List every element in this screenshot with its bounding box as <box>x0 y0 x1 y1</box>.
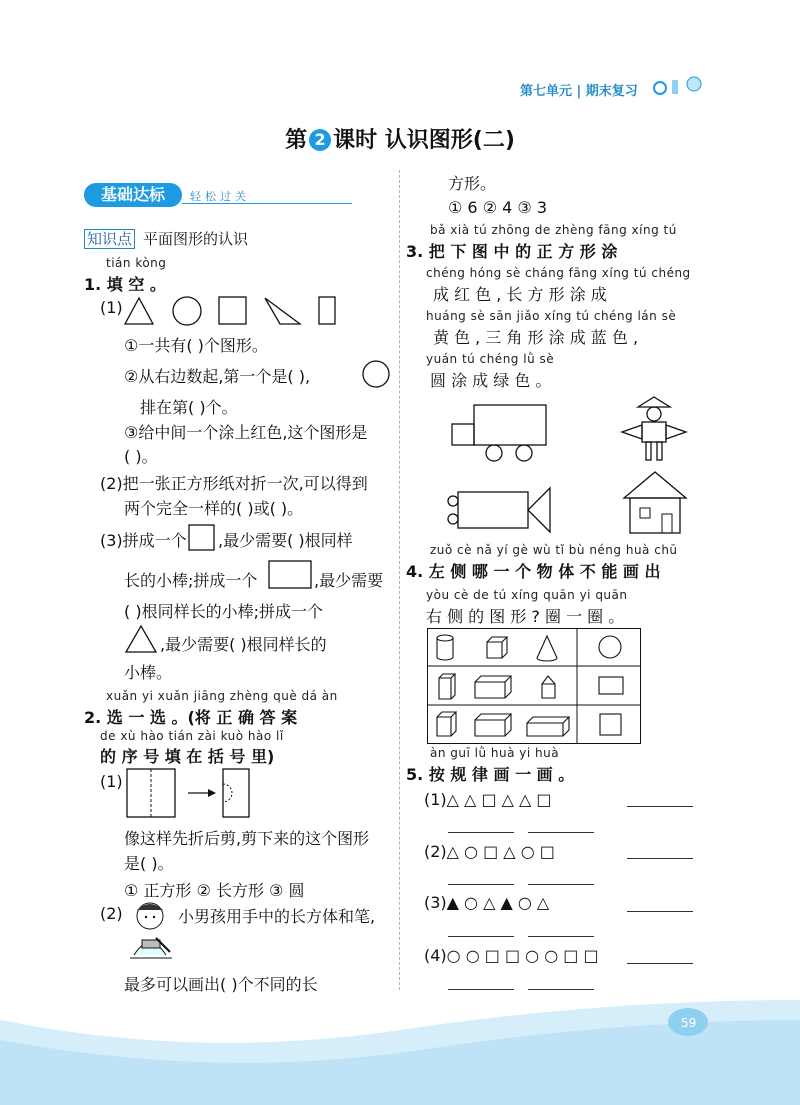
rectangle-icon <box>268 560 312 590</box>
q3-line1: 3. 把 下 图 中 的 正 方 形 涂 <box>406 242 618 261</box>
q4-line2: 右 侧 的 图 形 ? 圈 一 圈 。 <box>426 607 625 626</box>
square-shape <box>219 297 246 324</box>
q1-p1-b2: 排在第( )个。 <box>140 398 238 417</box>
answer-line <box>448 936 514 937</box>
q1-shapes <box>120 294 350 328</box>
q1-p3-4: ,最少需要( )根同样长的 <box>160 635 327 654</box>
fold-cut-diagram <box>126 768 256 820</box>
q3-line2: 成 红 色 , 长 方 形 涂 成 <box>433 285 607 304</box>
q2-p2-label: (2) <box>100 904 123 923</box>
q1-p1-b1: ②从右边数起,第一个是( ), <box>124 367 311 386</box>
triangle-icon <box>124 624 158 654</box>
square-icon <box>188 524 216 552</box>
q1-p3-3: ( )根同样长的小棒;拼成一个 <box>124 602 323 621</box>
answer-line <box>627 858 693 859</box>
house-figure <box>622 470 688 536</box>
q4-pinyin1: zuǒ cè nǎ yí gè wù tǐ bù néng huà chū <box>430 543 678 557</box>
q2-p1-label: (1) <box>100 772 123 791</box>
circle-shape <box>173 297 201 325</box>
q1-p3-2a: 长的小棒;拼成一个 <box>124 571 258 590</box>
q3-pinyin2: chéng hóng sè cháng fāng xíng tú chéng <box>426 266 691 280</box>
q1-title: 1. 填 空 。 <box>84 275 166 294</box>
q1-p1-c2: ( )。 <box>124 447 158 466</box>
boy-drawing-icon <box>126 900 174 962</box>
q1-p2-1: (2)把一张正方形纸对折一次,可以得到 <box>100 474 368 493</box>
page-number: 59 <box>681 1016 697 1030</box>
q2-p2-options: ① 6 ② 4 ③ 3 <box>448 198 547 217</box>
q2-p1-t2: 是( )。 <box>124 854 174 873</box>
triangle-shape <box>125 298 153 324</box>
robot-figure <box>618 395 690 465</box>
q4-table <box>427 628 642 745</box>
q2-p1-options: ① 正方形 ② 长方形 ③ 圆 <box>124 881 305 900</box>
q5-title: 5. 按 规 律 画 一 画 。 <box>406 765 575 784</box>
q1-p1-c1: ③给中间一个涂上红色,这个图形是 <box>124 423 368 442</box>
knowledge-point: 知识点 平面图形的认识 <box>84 228 248 249</box>
q3-pinyin1: bǎ xià tú zhōng de zhèng fāng xíng tú <box>430 223 677 237</box>
q5-row2: (2)△ ○ □ △ ○ □ <box>424 842 555 861</box>
answer-line <box>528 832 594 833</box>
circle-icon <box>362 360 390 388</box>
q2-p2-t1: 小男孩用手中的长方体和笔, <box>178 907 376 926</box>
q2-title: 2. 选 一 选 。(将 正 确 答 案 <box>84 708 298 727</box>
q4-pinyin2: yòu cè de tú xíng quān yi quān <box>426 588 628 602</box>
q4-line1: 4. 左 侧 哪 一 个 物 体 不 能 画 出 <box>406 562 661 581</box>
q1-p1-a: ①一共有( )个图形。 <box>124 336 268 355</box>
q2-p2-t2: 最多可以画出( )个不同的长 <box>124 975 318 994</box>
page-title: 第 2 课时 认识图形(二) <box>285 128 515 153</box>
answer-line <box>627 806 693 807</box>
answer-line <box>448 884 514 885</box>
q1-p3-2b: ,最少需要 <box>314 571 384 590</box>
q1-p3-1a: (3)拼成一个 <box>100 531 187 550</box>
q5-row4: (4)○ ○ □ □ ○ ○ □ □ <box>424 946 599 965</box>
mascot-icon <box>648 74 708 98</box>
section-banner: 基础达标 轻松过关 <box>84 183 264 207</box>
q1-p3-1b: ,最少需要( )根同样 <box>218 531 353 550</box>
answer-line <box>627 963 693 964</box>
q2-pinyin2: de xù hào tián zài kuò hào lǐ <box>100 729 284 743</box>
q5-pinyin: àn guī lǜ huà yi huà <box>430 746 560 760</box>
q3-pinyin3: huáng sè sān jiǎo xíng tú chéng lán sè <box>426 309 677 323</box>
q3-pinyin4: yuán tú chéng lǜ sè <box>426 352 555 366</box>
q2-p2-t3: 方形。 <box>448 174 497 193</box>
fish-figure <box>446 484 554 536</box>
q3-line3: 黄 色 , 三 角 形 涂 成 蓝 色 , <box>433 328 639 347</box>
q1-part1-label: (1) <box>100 298 123 317</box>
q1-p3-5: 小棒。 <box>124 663 173 682</box>
column-divider <box>399 170 400 990</box>
q2-title2: 的 序 号 填 在 括 号 里) <box>100 747 275 766</box>
rectangle-shape <box>319 297 335 324</box>
bottom-wave-decoration <box>0 990 800 1105</box>
answer-line <box>448 832 514 833</box>
q3-line4: 圆 涂 成 绿 色 。 <box>430 371 552 390</box>
answer-line <box>528 936 594 937</box>
q5-row3: (3)▲ ○ △ ▲ ○ △ <box>424 893 550 912</box>
answer-line <box>528 884 594 885</box>
q5-row1: (1)△ △ □ △ △ □ <box>424 790 552 809</box>
q2-pinyin1: xuǎn yi xuǎn jiāng zhèng què dá àn <box>106 689 338 703</box>
truck-figure <box>450 400 550 464</box>
unit-header: 第七单元 | 期末复习 <box>520 80 638 99</box>
q1-p2-2: 两个完全一样的( )或( )。 <box>124 499 304 518</box>
right-triangle-shape <box>265 298 300 324</box>
q2-p1-t1: 像这样先折后剪,剪下来的这个图形 <box>124 829 370 848</box>
answer-line <box>627 911 693 912</box>
q1-pinyin: tián kòng <box>106 256 167 270</box>
